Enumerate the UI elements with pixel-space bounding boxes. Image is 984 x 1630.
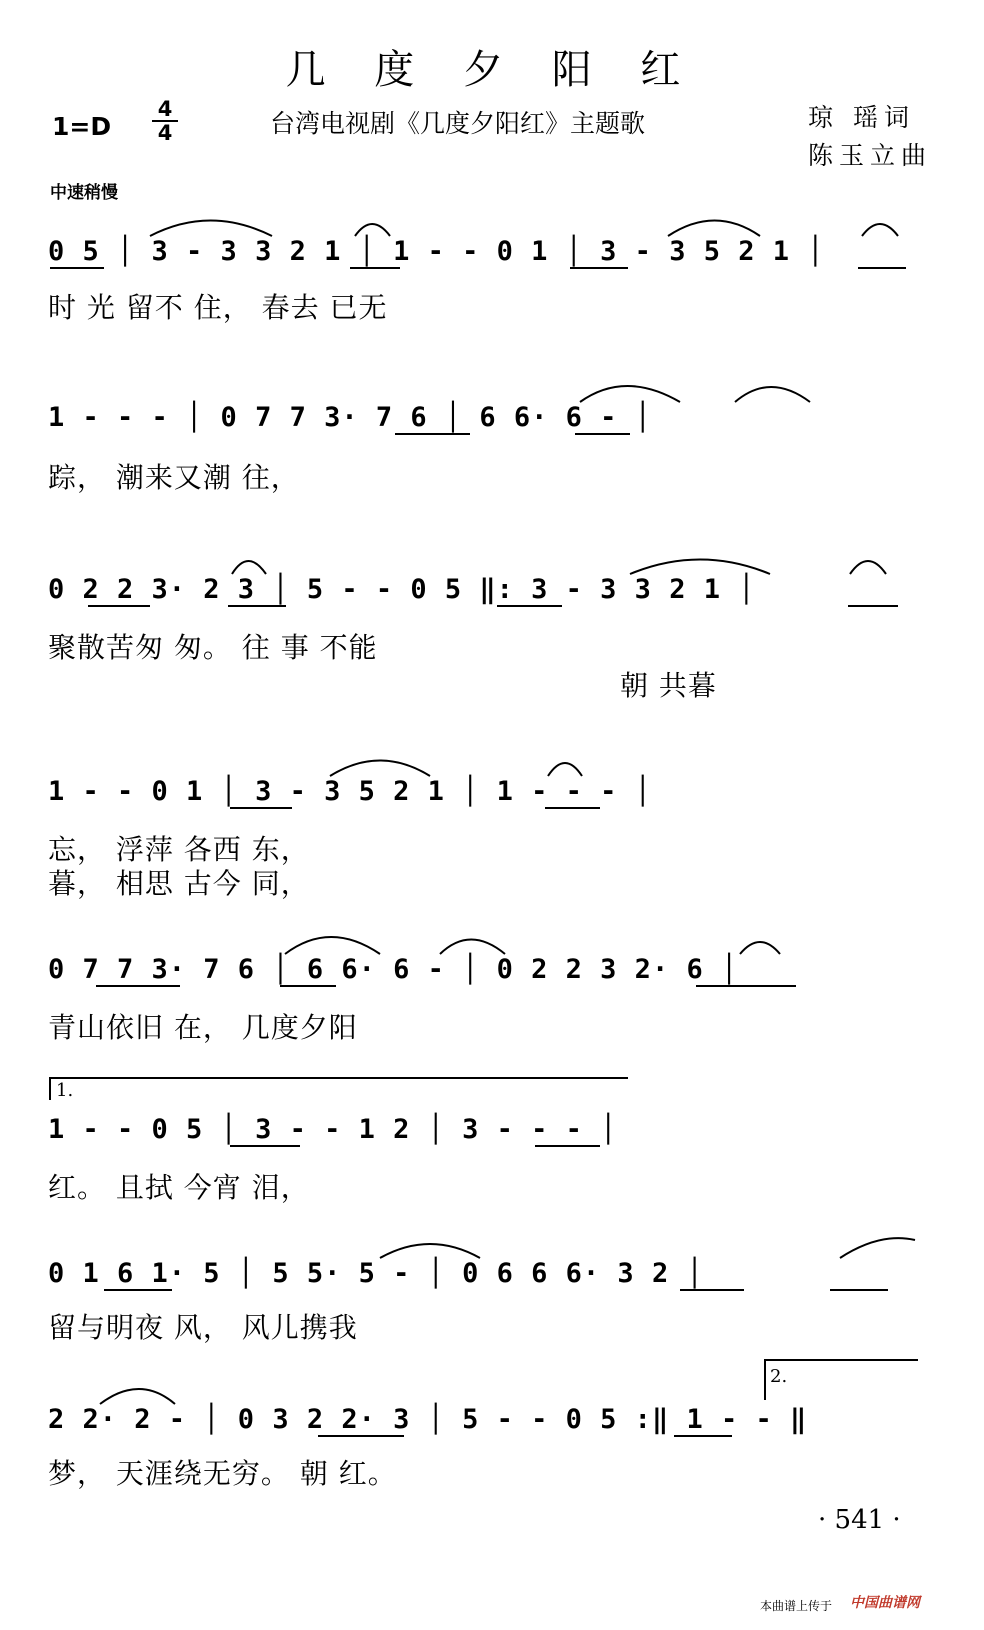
slur-2 <box>355 224 390 236</box>
slur-6 <box>735 387 810 402</box>
lyric-line-4b: 暮， 相思 古今 同， <box>48 867 310 900</box>
lyric-line-4: 忘， 浮萍 各西 东， <box>48 833 310 866</box>
key-signature: 1=D <box>52 112 112 141</box>
slur-1 <box>150 221 272 237</box>
slur-3 <box>668 221 760 237</box>
lyric-line-6: 红。 且拭 今宵 泪， <box>48 1171 310 1204</box>
lyric-line-2: 踪， 潮来又潮 往， <box>48 461 300 494</box>
staff-row-8: 2 2· 2 - │ 0 3 2 2· 3 │ 5 - - 0 5 :‖ 1 - - ‖ <box>48 1404 808 1435</box>
slur-8 <box>630 560 770 575</box>
lyric-line-3: 聚散苦匆 匆。 往 事 不能 <box>48 631 378 664</box>
staff-row-4: 1 - - 0 1 │ 3 - 3 5 2 1 │ 1 - - - │ <box>48 776 652 807</box>
lyric-line-1: 时 光 留不 住， 春去 已无 <box>48 291 388 324</box>
slur-11 <box>548 763 582 776</box>
slur-7 <box>232 561 266 574</box>
slur-13 <box>440 940 505 955</box>
footer-text: 本曲谱上传于 <box>760 1599 833 1613</box>
meter-top: 4 <box>157 97 173 121</box>
slur-5 <box>580 386 680 402</box>
volta-2-label: 2. <box>770 1366 788 1387</box>
slur-17 <box>100 1389 175 1404</box>
tempo-marking: 中速稍慢 <box>50 183 118 203</box>
slur-15 <box>380 1244 480 1258</box>
lyric-line-7: 留与明夜 风， 风儿携我 <box>48 1311 358 1344</box>
slur-4 <box>862 224 898 236</box>
lyric-line-3b: 朝 共暮 <box>620 669 717 702</box>
slur-12 <box>285 937 380 954</box>
staff-row-2: 1 - - - │ 0 7 7 3· 7 6 │ 6 6· 6 - │ <box>48 402 652 433</box>
lyric-line-5: 青山依旧 在， 几度夕阳 <box>48 1011 358 1044</box>
volta-1-label: 1. <box>56 1080 74 1101</box>
staff-row-6: 1 - - 0 5 │ 3 - - 1 2 │ 3 - - - │ <box>48 1114 618 1145</box>
lyricist-credit: 琼 瑶词 <box>808 103 915 132</box>
staff-row-1: 0 5 │ 3 - 3 3 2 1 │ 1 - - 0 1 │ 3 - 3 5 2 1 │ <box>48 236 825 267</box>
page-number: · 541 · <box>818 1505 901 1535</box>
staff-row-5: 0 7 7 3· 7 6 │ 6 6· 6 - │ 0 2 2 3 2· 6 │ <box>48 954 739 985</box>
slur-16 <box>840 1238 915 1258</box>
slur-9 <box>850 561 886 574</box>
staff-row-7: 0 1 6 1· 5 │ 5 5· 5 - │ 0 6 6 6· 3 2 │ <box>48 1258 704 1289</box>
meter-bottom: 4 <box>157 121 173 145</box>
slur-14 <box>740 942 780 954</box>
slur-10 <box>330 761 430 777</box>
volta-1-bracket <box>50 1078 628 1100</box>
song-title: 几 度 夕 阳 红 <box>285 47 699 93</box>
volta-2-bracket <box>765 1360 918 1400</box>
subtitle: 台湾电视剧《几度夕阳红》主题歌 <box>270 109 646 138</box>
staff-row-3: 0 2 2 3· 2 3 │ 5 - - 0 5 ‖: 3 - 3 3 2 1 │ <box>48 574 756 605</box>
composer-credit: 陈玉立曲 <box>808 141 933 170</box>
lyric-line-8: 梦， 天涯绕无穷。 朝 红。 <box>48 1457 397 1490</box>
footer-logo: 中国曲谱网 <box>850 1595 920 1611</box>
